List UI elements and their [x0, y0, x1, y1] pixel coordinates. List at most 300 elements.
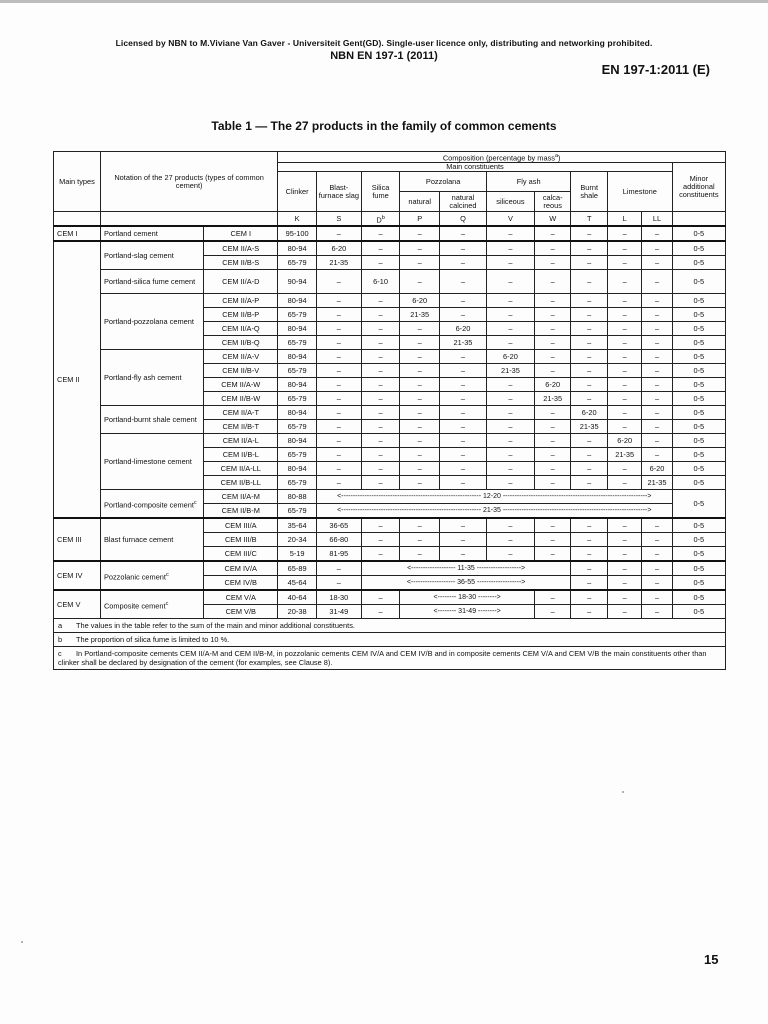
- value-minor: 0-5: [672, 322, 725, 336]
- family-label-text: Portland-fly ash cement: [103, 372, 182, 382]
- cement-designation: CEM II/A-V: [204, 350, 278, 364]
- value-LL: –: [642, 605, 672, 619]
- value-minor: 0-5: [672, 226, 725, 241]
- value-W: –: [534, 448, 571, 462]
- value-Q: –: [440, 406, 487, 420]
- value-L: –: [607, 350, 641, 364]
- value-K: 80-88: [278, 490, 317, 504]
- family-label-text: Portland-pozzolana cement: [103, 316, 194, 326]
- value-P: –: [400, 533, 440, 547]
- header-row-symbols: [54, 212, 726, 227]
- value-D: –: [361, 364, 400, 378]
- value-T: 21-35: [571, 420, 608, 434]
- value-D: –: [361, 322, 400, 336]
- header-silica-fume: Silica fume: [361, 172, 400, 212]
- value-K: 80-94: [278, 294, 317, 308]
- family-label-text: Pozzolanic cement: [103, 572, 166, 582]
- value-S: –: [316, 406, 361, 420]
- range-span-S-to-LL: <------------------------------------------------------------ 12-20 -------------------------------------------------------------->: [316, 490, 672, 504]
- value-LL: 21-35: [642, 476, 672, 490]
- value-minor: 0-5: [672, 590, 725, 605]
- value-LL: –: [642, 533, 672, 547]
- footnote-mark-c: c: [165, 600, 169, 607]
- value-V: –: [486, 256, 534, 270]
- value-P: –: [400, 476, 440, 490]
- cement-designation: CEM IV/B: [204, 576, 278, 591]
- value-P: –: [400, 406, 440, 420]
- value-P: –: [400, 336, 440, 350]
- family-label-text: Portland-limestone cement: [103, 456, 192, 466]
- value-P: –: [400, 420, 440, 434]
- value-S: –: [316, 392, 361, 406]
- value-K: 95-100: [278, 226, 317, 241]
- footnote-mark: b: [58, 635, 63, 645]
- value-L: –: [607, 241, 641, 256]
- table-row: [54, 294, 726, 308]
- value-W: –: [534, 256, 571, 270]
- value-D: –: [361, 434, 400, 448]
- value-S: –: [316, 476, 361, 490]
- header-pozzolana: Pozzolana: [400, 172, 487, 192]
- value-V: –: [486, 378, 534, 392]
- value-minor: 0-5: [672, 462, 725, 476]
- value-T: –: [571, 322, 608, 336]
- value-S: –: [316, 270, 361, 294]
- value-LL: –: [642, 547, 672, 562]
- header-natural-calcined: natural calcined: [440, 192, 487, 212]
- value-S: –: [316, 226, 361, 241]
- footnote-mark: a: [58, 621, 63, 631]
- table-row: [54, 270, 726, 294]
- value-LL: –: [642, 434, 672, 448]
- value-LL: –: [642, 270, 672, 294]
- value-S: –: [316, 448, 361, 462]
- value-L: 21-35: [607, 448, 641, 462]
- value-K: 80-94: [278, 406, 317, 420]
- value-T: –: [571, 392, 608, 406]
- value-T: 6-20: [571, 406, 608, 420]
- value-LL: –: [642, 308, 672, 322]
- footnote-text: In Portland-composite cements CEM II/A-M and CEM II/B-M, in pozzolanic cements CEM IV/A and CEM IV/B and in composite cements CEM V/A and CEM V/B the main constituents other than clinker shall be declared by designation of the cement (for examples, see Clause 8).: [58, 649, 707, 668]
- value-P: –: [400, 256, 440, 270]
- value-D: –: [361, 590, 400, 605]
- value-S: –: [316, 350, 361, 364]
- value-D: –: [361, 294, 400, 308]
- value-P: –: [400, 547, 440, 562]
- value-T: –: [571, 576, 608, 591]
- value-Q: –: [440, 392, 487, 406]
- value-minor: 0-5: [672, 476, 725, 490]
- value-V: –: [486, 294, 534, 308]
- value-T: –: [571, 308, 608, 322]
- table-row: [54, 226, 726, 241]
- value-T: –: [571, 605, 608, 619]
- value-V: –: [486, 420, 534, 434]
- value-Q: –: [440, 308, 487, 322]
- header-main-constituents: Main constituents: [278, 163, 672, 172]
- symbol-S: S: [316, 212, 361, 227]
- cement-designation: CEM II/B-V: [204, 364, 278, 378]
- symbol-blank-1: [54, 212, 101, 227]
- value-V: 21-35: [486, 364, 534, 378]
- value-L: –: [607, 322, 641, 336]
- value-L: –: [607, 533, 641, 547]
- footnote-mark-c: c: [193, 499, 197, 506]
- value-LL: –: [642, 576, 672, 591]
- symbol-L: L: [607, 212, 641, 227]
- value-minor: 0-5: [672, 336, 725, 350]
- value-Q: –: [440, 270, 487, 294]
- value-D: –: [361, 605, 400, 619]
- cement-designation: CEM III/C: [204, 547, 278, 562]
- value-K: 35-64: [278, 518, 317, 533]
- value-T: –: [571, 336, 608, 350]
- value-P: –: [400, 448, 440, 462]
- value-minor: 0-5: [672, 448, 725, 462]
- family-label-text: Blast furnace cement: [103, 534, 174, 544]
- value-minor: 0-5: [672, 364, 725, 378]
- value-K: 80-94: [278, 462, 317, 476]
- value-V: –: [486, 322, 534, 336]
- value-L: –: [607, 576, 641, 591]
- cement-designation: CEM II/A-P: [204, 294, 278, 308]
- value-P: –: [400, 270, 440, 294]
- family-label: [100, 294, 203, 350]
- cement-composition-table: [53, 151, 726, 619]
- cement-designation: CEM II/A-D: [204, 270, 278, 294]
- table-row: [54, 241, 726, 256]
- value-W: –: [534, 350, 571, 364]
- value-W: –: [534, 226, 571, 241]
- family-label-text: Portland-silica fume cement: [103, 276, 196, 286]
- header-notation: [100, 152, 277, 212]
- scan-speck: [21, 941, 23, 943]
- value-minor: 0-5: [672, 533, 725, 547]
- value-minor: 0-5: [672, 392, 725, 406]
- value-V: –: [486, 336, 534, 350]
- value-minor: 0-5: [672, 241, 725, 256]
- table-row: [54, 518, 726, 533]
- cement-designation: CEM II/B-Q: [204, 336, 278, 350]
- value-W: –: [534, 547, 571, 562]
- value-S: 81-95: [316, 547, 361, 562]
- range-span-P-to-V: <-------- 18-30 -------->: [400, 590, 535, 605]
- value-Q: –: [440, 378, 487, 392]
- footnote-text: The proportion of silica fume is limited to 10 %.: [76, 635, 230, 645]
- cement-designation: CEM V/A: [204, 590, 278, 605]
- value-T: –: [571, 270, 608, 294]
- family-label: [100, 406, 203, 434]
- table-row: [54, 561, 726, 576]
- value-K: 80-94: [278, 434, 317, 448]
- page-number: 15: [704, 952, 719, 967]
- value-V: –: [486, 462, 534, 476]
- value-K: 80-94: [278, 322, 317, 336]
- cement-designation: CEM II/B-T: [204, 420, 278, 434]
- value-S: 21-35: [316, 256, 361, 270]
- value-D: –: [361, 462, 400, 476]
- symbol-W: W: [534, 212, 571, 227]
- value-T: –: [571, 547, 608, 562]
- family-label: [100, 561, 203, 590]
- value-D: –: [361, 406, 400, 420]
- value-LL: –: [642, 336, 672, 350]
- value-S: 6-20: [316, 241, 361, 256]
- header-main-types: Main types: [54, 152, 101, 212]
- value-minor: 0-5: [672, 576, 725, 591]
- value-S: –: [316, 561, 361, 576]
- footnote-mark-a: a: [554, 153, 559, 159]
- group-label: CEM V: [54, 590, 101, 619]
- value-L: –: [607, 378, 641, 392]
- value-V: –: [486, 406, 534, 420]
- value-minor: 0-5: [672, 256, 725, 270]
- range-span-P-to-V: <-------- 31-49 -------->: [400, 605, 535, 619]
- value-LL: –: [642, 350, 672, 364]
- value-K: 65-79: [278, 392, 317, 406]
- value-L: –: [607, 590, 641, 605]
- value-P: –: [400, 434, 440, 448]
- value-S: –: [316, 462, 361, 476]
- value-W: –: [534, 322, 571, 336]
- symbol-V: V: [486, 212, 534, 227]
- footnote: [54, 619, 725, 632]
- value-W: –: [534, 294, 571, 308]
- value-minor: 0-5: [672, 406, 725, 420]
- value-LL: 6-20: [642, 462, 672, 476]
- value-V: –: [486, 448, 534, 462]
- value-minor: 0-5: [672, 547, 725, 562]
- value-LL: –: [642, 226, 672, 241]
- value-K: 65-79: [278, 336, 317, 350]
- value-S: –: [316, 364, 361, 378]
- value-L: –: [607, 270, 641, 294]
- value-P: –: [400, 364, 440, 378]
- value-T: –: [571, 226, 608, 241]
- value-S: –: [316, 434, 361, 448]
- family-label: [100, 518, 203, 561]
- range-span-D-to-W: <------------------- 36-55 ------------------->: [361, 576, 571, 591]
- value-K: 80-94: [278, 241, 317, 256]
- value-D: –: [361, 533, 400, 547]
- cement-designation: CEM I: [204, 226, 278, 241]
- value-minor: 0-5: [672, 561, 725, 576]
- value-LL: –: [642, 406, 672, 420]
- table-body: [54, 152, 726, 619]
- footnote-text: The values in the table refer to the sum of the main and minor additional constituents.: [76, 621, 355, 631]
- cement-designation: CEM II/B-L: [204, 448, 278, 462]
- value-K: 40-64: [278, 590, 317, 605]
- value-V: 6-20: [486, 350, 534, 364]
- cement-designation: CEM V/B: [204, 605, 278, 619]
- value-D: –: [361, 518, 400, 533]
- cement-designation: CEM II/A-Q: [204, 322, 278, 336]
- value-S: –: [316, 308, 361, 322]
- symbol-LL: LL: [642, 212, 672, 227]
- value-Q: –: [440, 241, 487, 256]
- value-K: 65-79: [278, 256, 317, 270]
- symbol-K: K: [278, 212, 317, 227]
- family-label-text: Portland-slag cement: [103, 250, 174, 260]
- value-P: –: [400, 226, 440, 241]
- cement-designation: CEM II/A-M: [204, 490, 278, 504]
- value-W: –: [534, 462, 571, 476]
- value-T: –: [571, 434, 608, 448]
- value-P: –: [400, 462, 440, 476]
- family-label: [100, 590, 203, 619]
- footnotes: [53, 619, 726, 670]
- value-T: –: [571, 462, 608, 476]
- value-P: –: [400, 378, 440, 392]
- cement-designation: CEM II/B-LL: [204, 476, 278, 490]
- header-siliceous: siliceous: [486, 192, 534, 212]
- value-L: –: [607, 476, 641, 490]
- value-P: –: [400, 350, 440, 364]
- value-L: –: [607, 462, 641, 476]
- value-D: –: [361, 476, 400, 490]
- value-D: –: [361, 392, 400, 406]
- value-D: –: [361, 448, 400, 462]
- value-LL: –: [642, 364, 672, 378]
- cement-designation: CEM III/B: [204, 533, 278, 547]
- header-limestone: Limestone: [607, 172, 672, 212]
- value-Q: –: [440, 518, 487, 533]
- value-K: 20-34: [278, 533, 317, 547]
- value-W: 6-20: [534, 378, 571, 392]
- header-notation-text: Notation of the 27 products (types of common cement): [114, 172, 264, 190]
- value-T: –: [571, 378, 608, 392]
- value-Q: –: [440, 448, 487, 462]
- value-Q: 6-20: [440, 322, 487, 336]
- value-L: –: [607, 605, 641, 619]
- value-S: 18-30: [316, 590, 361, 605]
- value-Q: –: [440, 434, 487, 448]
- value-Q: –: [440, 364, 487, 378]
- value-K: 65-79: [278, 420, 317, 434]
- family-label: [100, 490, 203, 519]
- table-row: [54, 406, 726, 420]
- family-label: [100, 434, 203, 490]
- cement-designation: CEM II/B-M: [204, 504, 278, 519]
- header-fly-ash: Fly ash: [486, 172, 571, 192]
- value-L: 6-20: [607, 434, 641, 448]
- value-minor: 0-5: [672, 420, 725, 434]
- header-composition-close: ): [558, 153, 561, 163]
- value-Q: –: [440, 462, 487, 476]
- value-Q: –: [440, 294, 487, 308]
- value-LL: –: [642, 518, 672, 533]
- value-W: 21-35: [534, 392, 571, 406]
- symbol-T: T: [571, 212, 608, 227]
- value-W: –: [534, 420, 571, 434]
- scan-speck: [622, 791, 624, 793]
- value-K: 65-79: [278, 364, 317, 378]
- value-Q: 21-35: [440, 336, 487, 350]
- symbol-blank-3: [672, 212, 725, 227]
- header-blastfurnace-slag: Blast-furnace slag: [316, 172, 361, 212]
- value-D: –: [361, 420, 400, 434]
- value-D: –: [361, 256, 400, 270]
- value-Q: –: [440, 476, 487, 490]
- value-S: 36-65: [316, 518, 361, 533]
- value-K: 65-79: [278, 448, 317, 462]
- group-label: CEM II: [54, 241, 101, 518]
- value-W: –: [534, 308, 571, 322]
- value-W: –: [534, 336, 571, 350]
- cement-designation: CEM IV/A: [204, 561, 278, 576]
- symbol-D-text: D: [376, 215, 382, 225]
- value-S: –: [316, 576, 361, 591]
- value-LL: –: [642, 448, 672, 462]
- value-V: –: [486, 533, 534, 547]
- value-LL: –: [642, 378, 672, 392]
- value-LL: –: [642, 322, 672, 336]
- table-row: [54, 590, 726, 605]
- value-L: –: [607, 294, 641, 308]
- family-label: [100, 226, 203, 241]
- symbol-D: [361, 212, 400, 227]
- cement-table-container: [53, 151, 726, 670]
- top-scan-edge: [0, 0, 768, 3]
- footnote-mark-c: c: [165, 571, 169, 578]
- value-LL: –: [642, 241, 672, 256]
- cement-designation: CEM II/A-L: [204, 434, 278, 448]
- range-span-S-to-LL: <------------------------------------------------------------ 21-35 -------------------------------------------------------------->: [316, 504, 672, 519]
- value-minor: 0-5: [672, 270, 725, 294]
- value-V: –: [486, 434, 534, 448]
- licence-notice: Licensed by NBN to M.Viviane Van Gaver - Universiteit Gent(GD). Single-user licence only, distributing and networking prohibited.: [115, 38, 653, 48]
- value-W: –: [534, 406, 571, 420]
- value-P: –: [400, 241, 440, 256]
- value-L: –: [607, 392, 641, 406]
- value-W: –: [534, 476, 571, 490]
- value-L: –: [607, 420, 641, 434]
- value-D: –: [361, 350, 400, 364]
- cement-designation: CEM II/B-W: [204, 392, 278, 406]
- value-W: –: [534, 533, 571, 547]
- value-Q: –: [440, 533, 487, 547]
- value-W: –: [534, 605, 571, 619]
- footnote: [54, 646, 725, 669]
- value-V: –: [486, 518, 534, 533]
- table-row: [54, 490, 726, 504]
- value-L: –: [607, 561, 641, 576]
- family-label-text: Composite cement: [103, 601, 166, 611]
- table-row: [54, 434, 726, 448]
- range-span-D-to-W: <------------------- 11-35 ------------------->: [361, 561, 571, 576]
- value-T: –: [571, 448, 608, 462]
- symbol-blank-2: [100, 212, 277, 227]
- value-Q: –: [440, 547, 487, 562]
- footnote: [54, 632, 725, 646]
- value-D: 6-10: [361, 270, 400, 294]
- value-T: –: [571, 533, 608, 547]
- family-label-text: Portland-composite cement: [103, 500, 194, 510]
- value-V: –: [486, 226, 534, 241]
- value-T: –: [571, 561, 608, 576]
- value-V: –: [486, 476, 534, 490]
- value-L: –: [607, 364, 641, 378]
- value-S: –: [316, 336, 361, 350]
- value-LL: –: [642, 561, 672, 576]
- value-W: –: [534, 364, 571, 378]
- value-D: –: [361, 308, 400, 322]
- value-D: –: [361, 336, 400, 350]
- value-P: –: [400, 322, 440, 336]
- symbol-P: P: [400, 212, 440, 227]
- header-composition-text: Composition (percentage by mass: [442, 153, 555, 163]
- value-Q: –: [440, 256, 487, 270]
